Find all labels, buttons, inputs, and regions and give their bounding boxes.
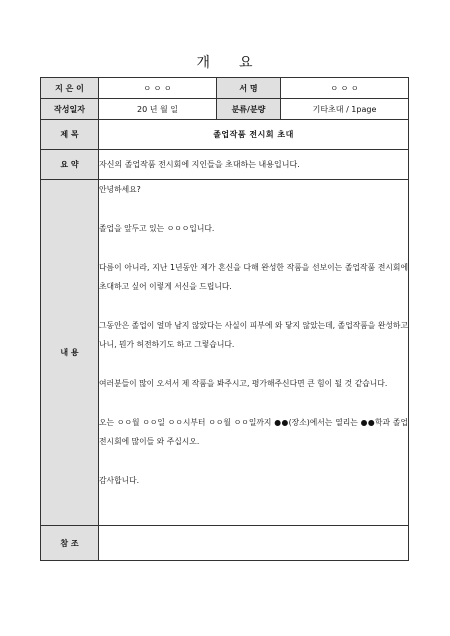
document-title (0, 52, 450, 72)
date-value: 20 년 월 일 (99, 99, 217, 120)
summary-label: 요 약 (41, 150, 99, 180)
content-paragraph: 졸업을 앞두고 있는 ㅇㅇㅇ입니다. (99, 224, 215, 233)
subject-value: 졸업작품 전시회 초대 (99, 120, 409, 150)
category-label: 분류/분량 (217, 99, 281, 120)
content-paragraph: 여러분들이 많이 오셔서 제 작품을 봐주시고, 평가해주신다면 큰 힘이 될 것 같습니다. (99, 379, 388, 388)
content-paragraph: 그동안은 졸업이 얼마 남지 않았다는 사실이 피부에 와 닿지 않았는데, 졸업작품을 완성하고 나니, 뭔가 허전하기도 하고 그렇습니다. (99, 321, 408, 349)
author-label: 지 은 이 (41, 78, 99, 99)
sign-value: ㅇ ㅇ ㅇ (281, 78, 409, 99)
author-value: ㅇ ㅇ ㅇ (99, 78, 217, 99)
content-label: 내 용 (41, 180, 99, 526)
summary-value: 자신의 졸업작품 전시회에 지인들을 초대하는 내용입니다. (99, 150, 409, 180)
reference-label: 참 조 (41, 526, 99, 561)
category-value: 기타초대 / 1page (281, 99, 409, 120)
reference-value (99, 526, 409, 561)
content-paragraph: 안녕하세요? (99, 185, 141, 194)
content-paragraph: 다름이 아니라, 지난 1년동안 제가 혼신을 다해 완성한 작품을 선보이는 졸업작품 전시회에 초대하고 싶어 이렇게 서신을 드립니다. (99, 263, 408, 291)
summary-form (40, 77, 409, 561)
subject-label: 제 목 (41, 120, 99, 150)
date-label: 작성일자 (41, 99, 99, 120)
content-body (99, 180, 409, 526)
sign-label: 서 명 (217, 78, 281, 99)
title-char-1: 개 (196, 55, 211, 71)
content-paragraph: 오는 ㅇㅇ월 ㅇㅇ일 ㅇㅇ시부터 ㅇㅇ월 ㅇㅇ일까지 ●●(장소)에서는 열리는 ●●학과 졸업전시회에 많이들 와 주십시오. (99, 418, 408, 446)
title-char-2: 요 (239, 55, 254, 71)
content-paragraph: 감사합니다. (99, 476, 140, 485)
